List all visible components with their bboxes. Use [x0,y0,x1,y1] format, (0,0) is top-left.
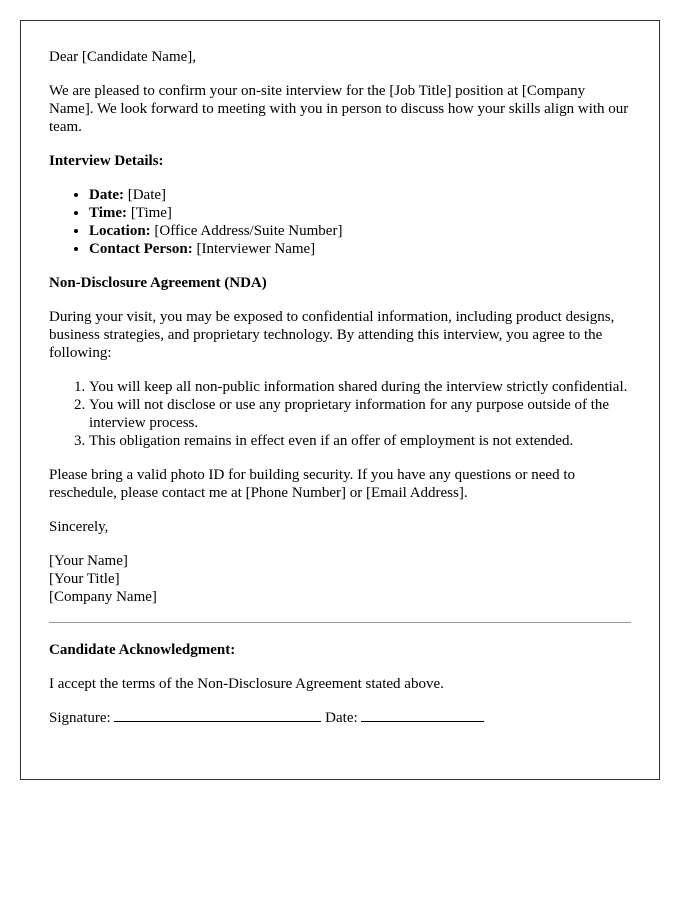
detail-location [89,222,631,240]
nda-terms-list [49,378,631,450]
nda-intro-paragraph: During your visit, you may be exposed to confidential information, including product designs, business strategies, and proprietary technology. By attending this interview, you agree to the following: [49,309,615,361]
greeting: Dear [Candidate Name], [49,49,197,65]
interview-details-heading: Interview Details: [49,153,164,169]
sender-company: [Company Name] [49,589,157,605]
sender-block [49,552,631,606]
letter-document [20,20,660,780]
nda-term: 1. You will keep all non-public information shared during the interview strictly confidential. [89,378,631,396]
acknowledgment-heading: Candidate Acknowledgment: [49,642,236,658]
acknowledgment-statement: I accept the terms of the Non-Disclosure Agreement stated above. [49,676,444,692]
closing-note: Please bring a valid photo ID for building security. If you have any questions or need to reschedule, please contact me at [Phone Number] or [Email Address]. [49,467,575,501]
sender-title: [Your Title] [49,571,120,587]
intro-paragraph: We are pleased to confirm your on-site interview for the [Job Title] position at [Company Name]. We look forward to meeting with you in person to discuss how your skills align with our team. [49,83,629,135]
detail-value: [Interviewer Name] [192,241,316,257]
date-label: Date: [325,710,358,726]
nda-term: 3. This obligation remains in effect even if an offer of employment is not extended. [89,432,631,450]
detail-value: [Time] [127,205,172,221]
interview-details-list [49,186,631,258]
signature-line[interactable] [114,709,321,722]
sender-name: [Your Name] [49,553,128,569]
section-divider [49,622,631,623]
detail-label: Date: [89,187,124,203]
signoff: Sincerely, [49,519,109,535]
detail-time [89,204,631,222]
date-line[interactable] [361,709,484,722]
detail-label: Time: [89,205,128,221]
signature-row [49,709,631,727]
detail-value: [Office Address/Suite Number] [150,223,343,239]
nda-heading: Non-Disclosure Agreement (NDA) [49,275,267,291]
detail-contact-person [89,240,631,258]
detail-date [89,186,631,204]
nda-term: 2. You will not disclose or use any proprietary information for any purpose outside of the interview process. [89,396,631,432]
detail-label: Location: [89,223,151,239]
detail-value: [Date] [123,187,167,203]
detail-label: Contact Person: [89,241,193,257]
signature-label: Signature: [49,710,111,726]
